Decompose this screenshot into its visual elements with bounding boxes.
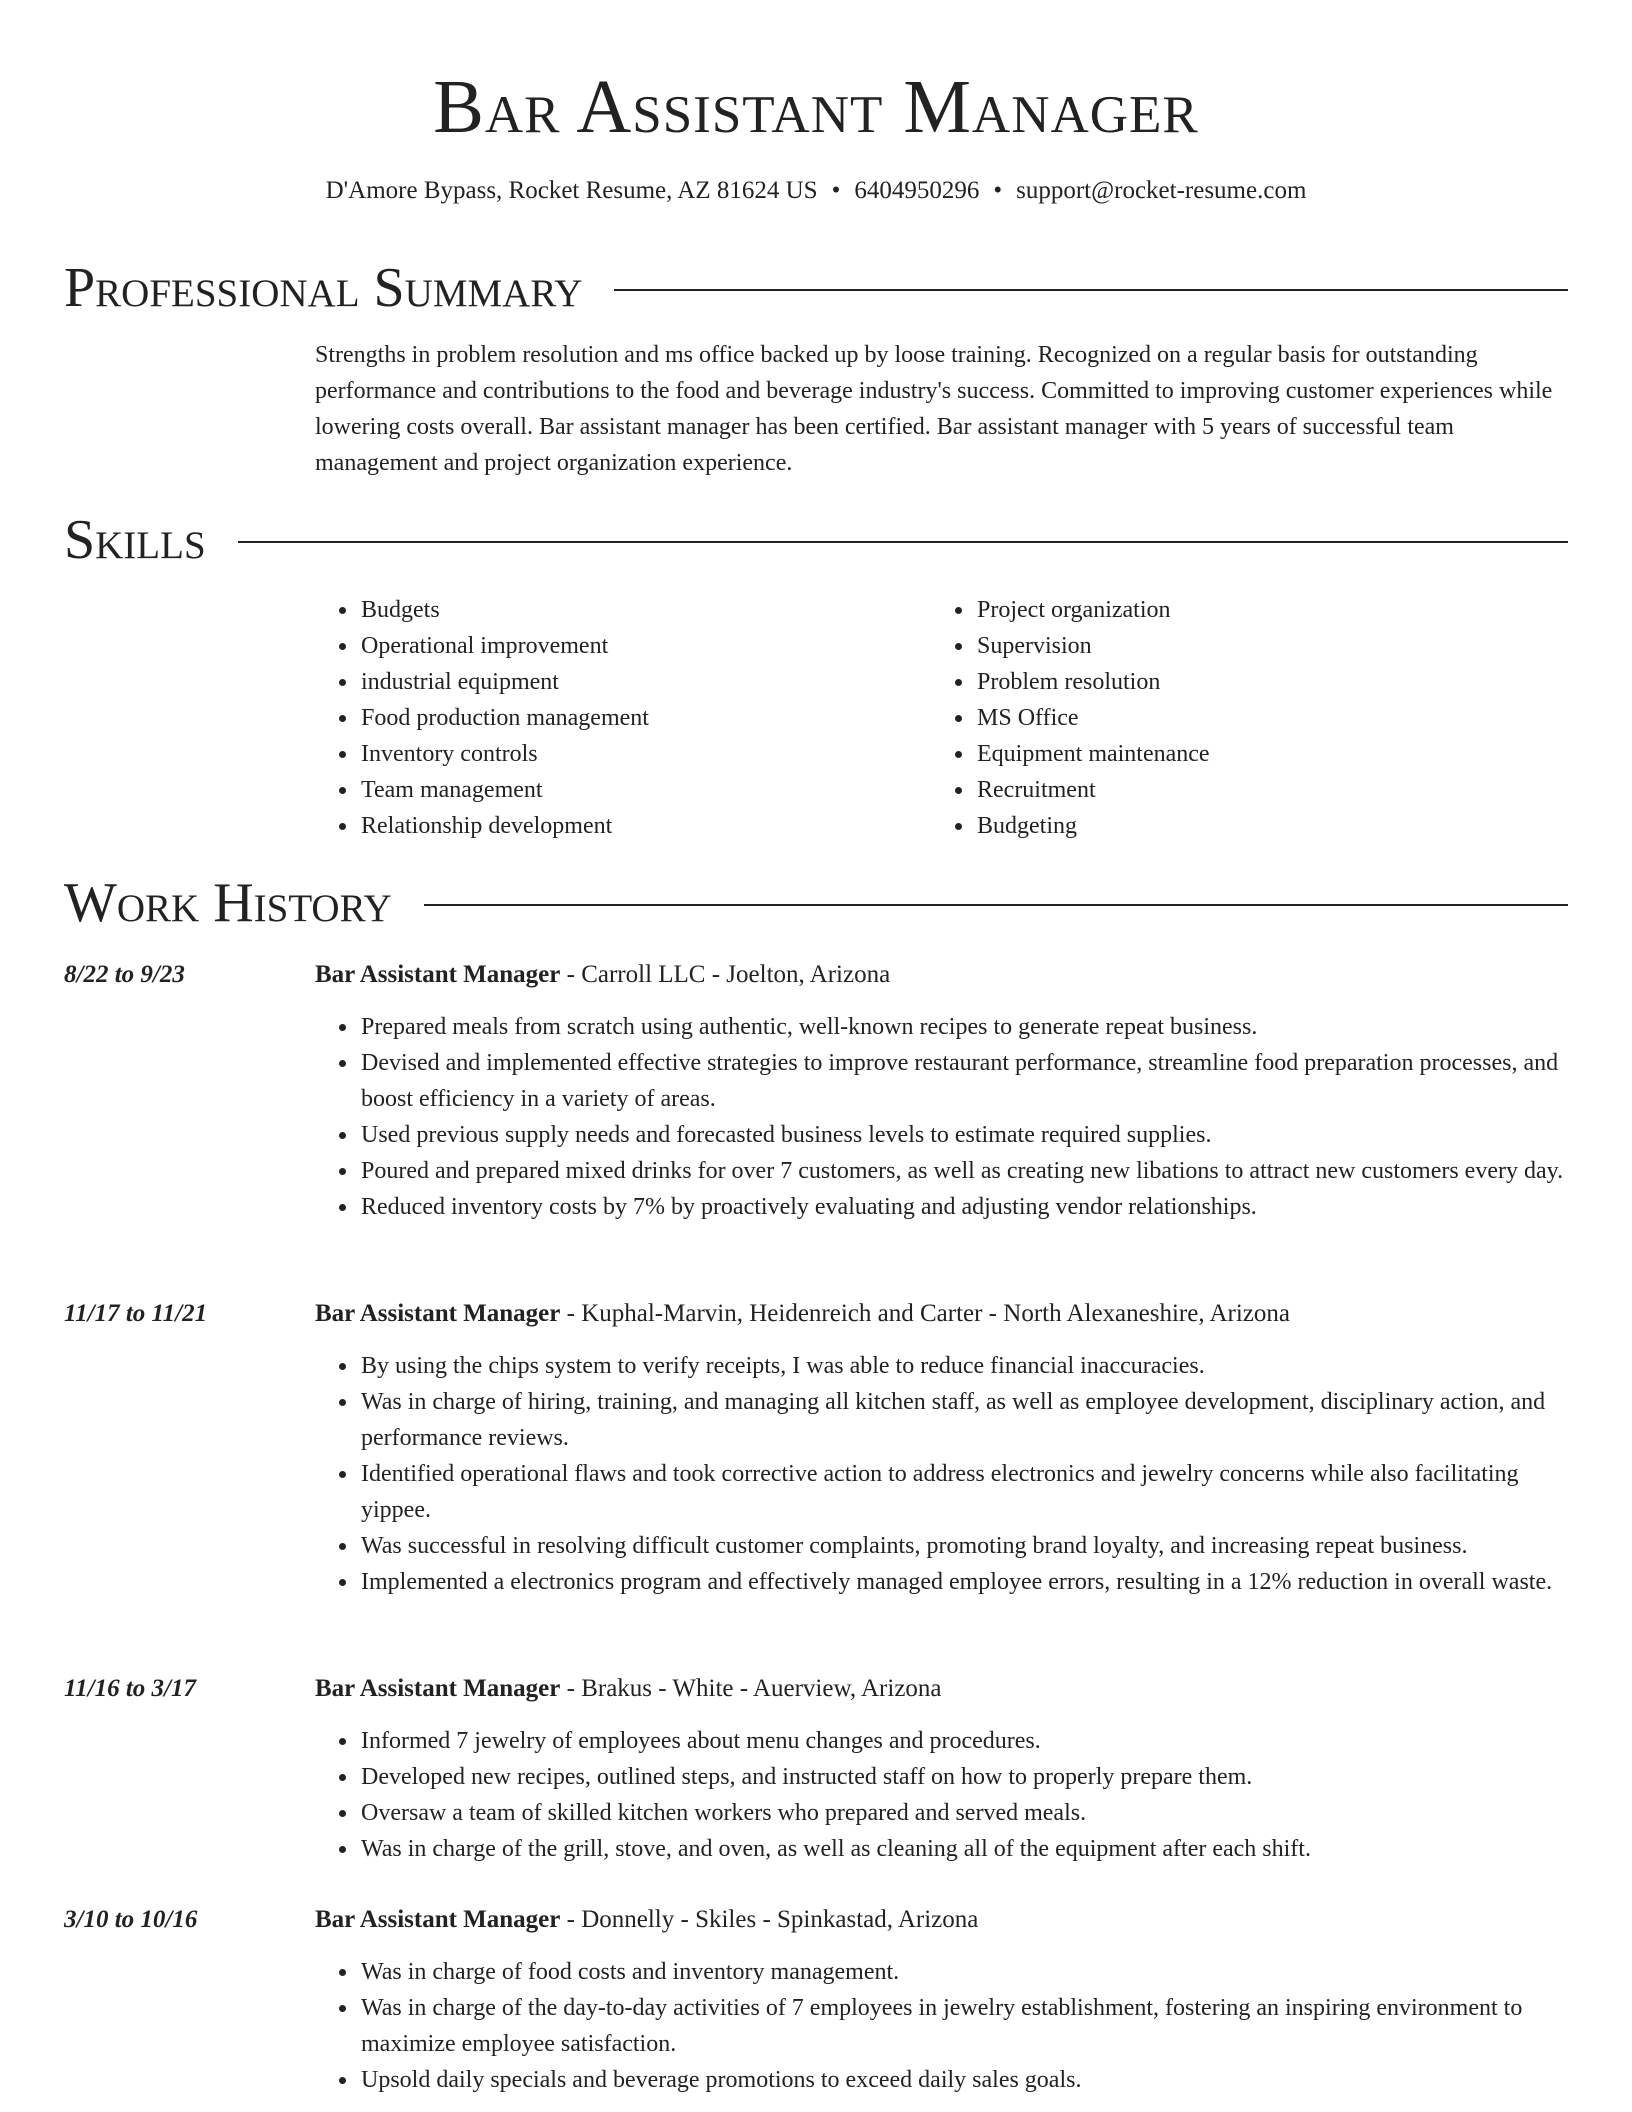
skill-item: • Inventory controls [359, 736, 919, 772]
job-bullet: • Informed 7 jewelry of employees about menu changes and procedures. [359, 1723, 1568, 1759]
job-dates: 11/16 to 3/17 [64, 1675, 196, 1702]
skill-item: • Project organization [975, 592, 1575, 628]
summary-section-header [64, 255, 1568, 321]
job-bullet: • Was in charge of the day-to-day activities of 7 employees in jewelry establishment, fostering an inspiring environment to maximize employee satisfaction. [359, 1990, 1568, 2062]
job-bullet: • Prepared meals from scratch using authentic, well-known recipes to generate repeat business. [359, 1009, 1568, 1045]
skills-section-header [64, 507, 1568, 573]
skills-list-right [931, 592, 1575, 844]
job-role: Bar Assistant Manager [315, 1906, 561, 1933]
job-bullet: • Was in charge of food costs and inventory management. [359, 1954, 1568, 1990]
skill-item: • Supervision [975, 628, 1575, 664]
work-history-section-title: Work History [64, 872, 392, 934]
job-title-line [315, 1902, 1568, 1938]
job-bullets [315, 1009, 1568, 1225]
job-bullet: • Was in charge of the grill, stove, and oven, as well as cleaning all of the equipment after each shift. [359, 1831, 1568, 1867]
job-dates: 8/22 to 9/23 [64, 961, 185, 988]
job-bullet: • Implemented a electronics program and effectively managed employee errors, resulting in a 12% reduction in overall waste. [359, 1564, 1568, 1600]
skill-item: • Problem resolution [975, 664, 1575, 700]
job-bullet: • Was in charge of hiring, training, and managing all kitchen staff, as well as employee development, disciplinary action, and performance reviews. [359, 1384, 1568, 1456]
skill-item: • Food production management [359, 700, 919, 736]
skills-list-left [315, 592, 919, 844]
job-employer-location: - Kuphal-Marvin, Heidenreich and Carter - North Alexaneshire, Arizona [560, 1300, 1290, 1327]
contact-address: D'Amore Bypass, Rocket Resume, AZ 81624 US [325, 177, 818, 204]
job-title-line [315, 957, 1568, 993]
job-bullet: • Poured and prepared mixed drinks for over 7 customers, as well as creating new libations to attract new customers every day. [359, 1153, 1568, 1189]
job-bullet: • Oversaw a team of skilled kitchen workers who prepared and served meals. [359, 1795, 1568, 1831]
section-divider [238, 541, 1568, 543]
job-bullets [315, 1348, 1568, 1600]
skill-item: • Equipment maintenance [975, 736, 1575, 772]
contact-separator: • [831, 177, 841, 204]
job-dates: 3/10 to 10/16 [64, 1906, 198, 1933]
job-employer-location: - Donnelly - Skiles - Spinkastad, Arizona [560, 1906, 979, 1933]
resume-name: Bar Assistant Manager [433, 65, 1199, 149]
skill-item: • Team management [359, 772, 919, 808]
job-bullet: • By using the chips system to verify receipts, I was able to reduce financial inaccuracies. [359, 1348, 1568, 1384]
job-role: Bar Assistant Manager [315, 961, 561, 988]
job-bullet: • Reduced inventory costs by 7% by proactively evaluating and adjusting vendor relationships. [359, 1189, 1568, 1225]
job-dates: 11/17 to 11/21 [64, 1300, 208, 1327]
contact-line [0, 174, 1632, 208]
job-bullet: • Upsold daily specials and beverage promotions to exceed daily sales goals. [359, 2062, 1568, 2098]
skill-item: • Operational improvement [359, 628, 919, 664]
section-divider [424, 904, 1568, 906]
skill-item: • Budgeting [975, 808, 1575, 844]
skill-item: • Budgets [359, 592, 919, 628]
job-title-line [315, 1671, 1568, 1707]
work-history-section-header [64, 870, 1568, 936]
job-bullet: • Used previous supply needs and forecasted business levels to estimate required supplies. [359, 1117, 1568, 1153]
job-role: Bar Assistant Manager [315, 1300, 561, 1327]
job-bullet: • Devised and implemented effective strategies to improve restaurant performance, streamline food preparation processes, and boost efficiency in a variety of areas. [359, 1045, 1568, 1117]
contact-phone: 6404950296 [854, 177, 980, 204]
job-title-line [315, 1296, 1568, 1332]
skill-item: • Relationship development [359, 808, 919, 844]
skill-item: • Recruitment [975, 772, 1575, 808]
skill-item: • industrial equipment [359, 664, 919, 700]
job-bullets [315, 1954, 1568, 2098]
contact-separator: • [993, 177, 1003, 204]
job-bullet: • Was successful in resolving difficult customer complaints, promoting brand loyalty, and increasing repeat business. [359, 1528, 1568, 1564]
job-employer-location: - Brakus - White - Auerview, Arizona [560, 1675, 942, 1702]
skill-item: • MS Office [975, 700, 1575, 736]
summary-text: Strengths in problem resolution and ms office backed up by loose training. Recognized on a regular basis for outstanding performance and contributions to the food and beverage industry's success. Committed to improving customer experiences while lowering costs overall. Bar assistant manager has been certified. Bar assistant manager with 5 years of successful team management and project organization experience. [315, 342, 1553, 476]
job-bullet: • Identified operational flaws and took corrective action to address electronics and jewelry concerns while also facilitating yippee. [359, 1456, 1568, 1528]
job-role: Bar Assistant Manager [315, 1675, 561, 1702]
contact-email: support@rocket-resume.com [1016, 177, 1307, 204]
job-employer-location: - Carroll LLC - Joelton, Arizona [560, 961, 891, 988]
job-bullets [315, 1723, 1568, 1867]
section-divider [614, 289, 1568, 291]
job-bullet: • Developed new recipes, outlined steps, and instructed staff on how to properly prepare them. [359, 1759, 1568, 1795]
summary-section-title: Professional Summary [64, 257, 583, 319]
skills-section-title: Skills [64, 509, 206, 571]
